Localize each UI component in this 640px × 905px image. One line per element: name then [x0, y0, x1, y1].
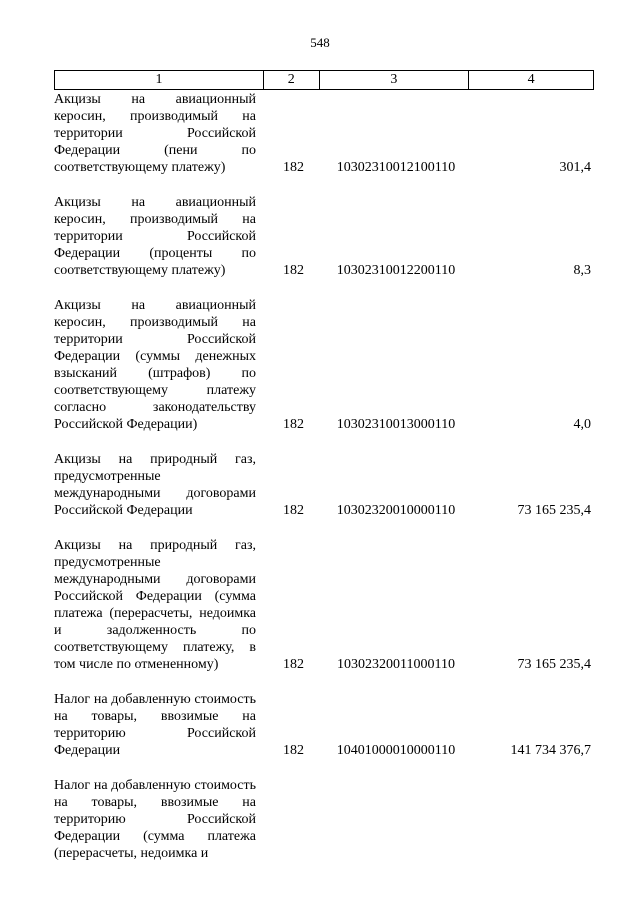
row-name: Акцизы на авиационный керосин, производимый на территории Российской Федерации (суммы денежных взысканий (штрафов) по соответствующему платежу согласно законодательству Российской Федерации) [54, 298, 256, 432]
table-row [54, 297, 594, 433]
row-admin-code: 182 [283, 657, 304, 672]
row-amount: 301,4 [559, 160, 591, 175]
row-budget-code: 10302310012100110 [336, 160, 456, 175]
table-row [54, 537, 594, 673]
row-name: Акцизы на природный газ, предусмотренные международными договорами Российской Федерации [54, 452, 256, 518]
table-row [54, 91, 594, 176]
row-amount: 73 165 235,4 [517, 503, 591, 518]
row-budget-code: 10302310013000110 [336, 417, 456, 432]
row-amount: 4,0 [573, 417, 591, 432]
table-row [54, 777, 594, 862]
table-row [54, 194, 594, 279]
row-admin-code: 182 [283, 743, 304, 758]
row-admin-code: 182 [283, 417, 304, 432]
row-name: Акцизы на авиационный керосин, производимый на территории Российской Федерации (пени по соответствующему платежу) [54, 92, 256, 175]
row-amount: 73 165 235,4 [517, 657, 591, 672]
row-budget-code: 10302320010000110 [336, 503, 456, 518]
row-admin-code: 182 [283, 160, 304, 175]
row-admin-code: 182 [283, 263, 304, 278]
table-body [54, 91, 594, 880]
table-row [54, 451, 594, 519]
header-col-2: 2 [264, 71, 320, 90]
row-amount: 141 734 376,7 [510, 743, 591, 758]
page-number: 548 [310, 35, 330, 50]
row-budget-code: 10302320011000110 [337, 657, 455, 672]
row-amount: 8,3 [573, 263, 591, 278]
row-budget-code: 10401000010000110 [336, 743, 456, 758]
header-col-4: 4 [469, 71, 594, 90]
row-name: Акцизы на природный газ, предусмотренные международными договорами Российской Федерации (сумма платежа (перерасчеты, недоимка и задолженность по соответствующему платежу, в том числе по отмененному) [54, 538, 256, 672]
header-col-3: 3 [319, 71, 469, 90]
row-name: Налог на добавленную стоимость на товары, ввозимые на территорию Российской Федерации (сумма платежа (перерасчеты, недоимка и [54, 778, 256, 861]
row-admin-code: 182 [283, 503, 304, 518]
table-row [54, 691, 594, 759]
row-name: Налог на добавленную стоимость на товары, ввозимые на территорию Российской Федерации [54, 692, 256, 758]
header-col-1: 1 [55, 71, 264, 90]
row-budget-code: 10302310012200110 [336, 263, 456, 278]
row-name: Акцизы на авиационный керосин, производимый на территории Российской Федерации (проценты по соответствующему платежу) [54, 195, 256, 278]
table-header [54, 70, 594, 90]
